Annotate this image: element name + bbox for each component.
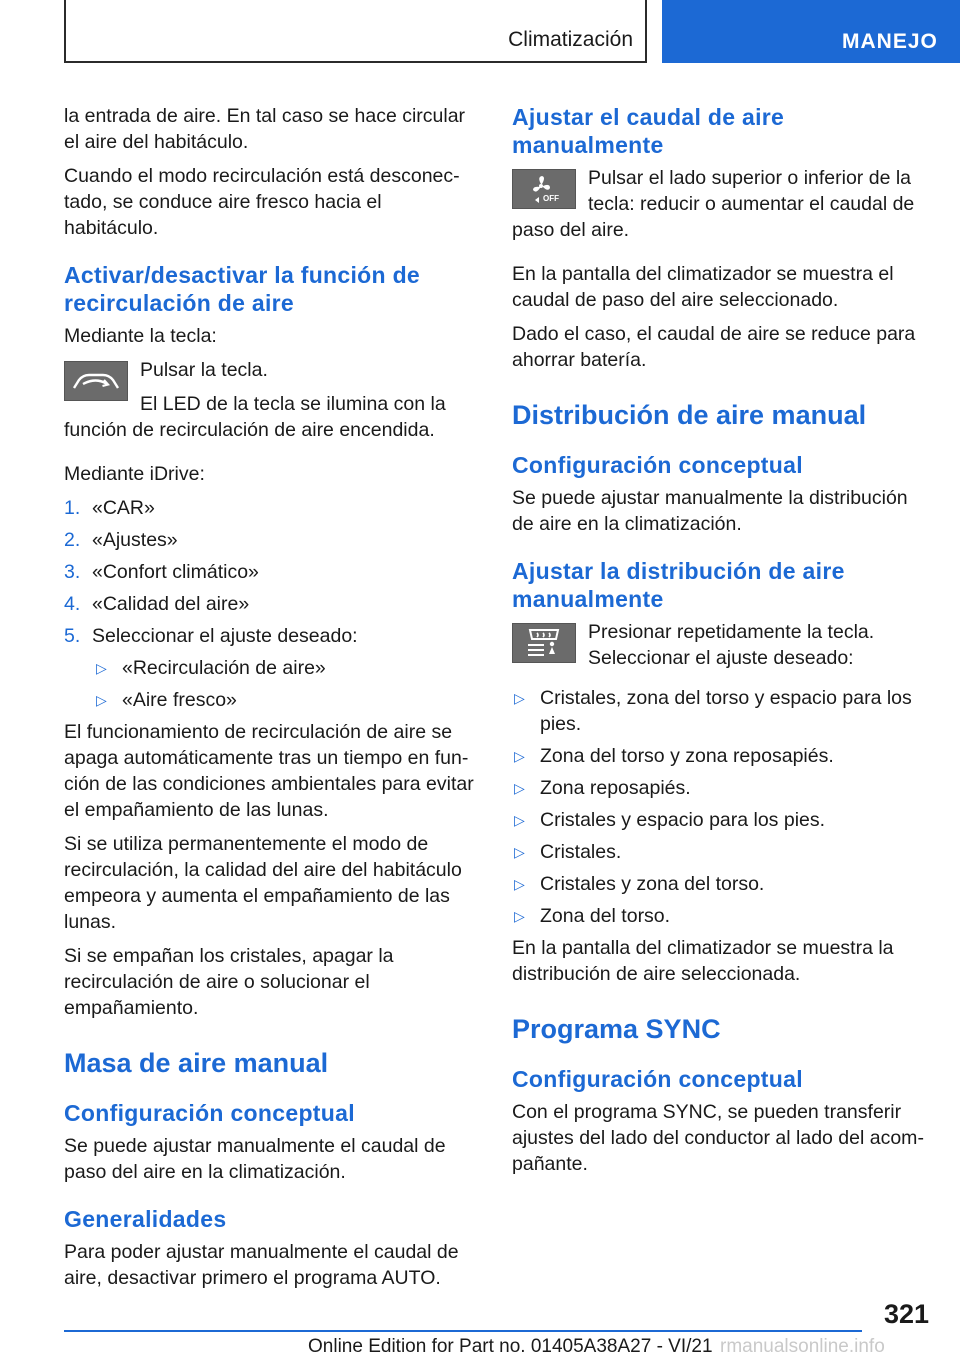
triangle-bullet-icon: ▷ (514, 876, 525, 892)
list-item (64, 591, 474, 617)
fan-key-block (512, 165, 930, 243)
paragraph: Mediante iDrive: (64, 463, 205, 485)
option-text: Cristales y zona del torso. (540, 873, 765, 895)
list-item (512, 743, 930, 769)
step-number: 2. (64, 529, 81, 551)
paragraph: Si se empañan los cristales, apagar la recirculación de aire o solucionar el empañamiento. (64, 945, 394, 1019)
triangle-bullet-icon: ▷ (514, 908, 525, 924)
paragraph: Si se utiliza permanentemente el modo de recirculación, la calidad del aire del habitáculo empeora y aumenta el empañamiento de las lunas. (64, 833, 462, 933)
idrive-steps (64, 495, 474, 649)
list-item (64, 623, 474, 649)
step-text: «CAR» (92, 497, 155, 519)
list-item (512, 903, 930, 929)
heading-concept: Configuración conceptual (64, 1100, 355, 1126)
paragraph: Se puede ajustar manualmente el caudal de paso del aire en la climatización. (64, 1135, 446, 1183)
option-text: Cristales y espacio para los pies. (540, 809, 826, 831)
option-text: Cristales, zona del torso y espacio para los pies. (540, 687, 912, 735)
list-item (512, 685, 930, 737)
step-text: Seleccionar el ajuste deseado: (92, 625, 358, 647)
step-number: 4. (64, 593, 81, 615)
triangle-bullet-icon: ▷ (96, 660, 107, 676)
recirculation-step: Pulsar la tecla. (140, 359, 268, 381)
heading-concept: Configuración conceptual (512, 1066, 803, 1092)
section-title: Climatización (508, 28, 633, 51)
car-recirculation-icon (64, 361, 128, 401)
recirculation-key-block (64, 357, 474, 443)
heading-recirculation: Activar/desactivar la función de recirculación de aire (64, 262, 421, 316)
paragraph: Para poder ajustar manualmente el caudal de aire, desactivar primero el programa AUTO. (64, 1241, 459, 1289)
list-item (64, 527, 474, 553)
recirculation-led-note: El LED de la tecla se ilumina con la función de recirculación de aire encendida. (64, 393, 446, 441)
triangle-bullet-icon: ▷ (514, 844, 525, 860)
option-text: Zona reposapiés. (540, 777, 691, 799)
step-number: 1. (64, 497, 81, 519)
list-item (512, 871, 930, 897)
fan-key-text: Pulsar el lado superior o inferior de la tecla: reducir o aumentar el caudal de paso del aire. (512, 167, 915, 241)
option-text: «Recirculación de aire» (122, 657, 326, 679)
triangle-bullet-icon: ▷ (514, 780, 525, 796)
step-number: 5. (64, 625, 81, 647)
watermark: rmanualsonline.info (720, 1336, 885, 1357)
paragraph: Mediante la tecla: (64, 325, 217, 347)
footer-edition: Online Edition for Part no. 01405A38A27 - VI/21 (308, 1336, 713, 1357)
distribution-options (512, 685, 930, 929)
triangle-bullet-icon: ▷ (514, 748, 525, 764)
step-text: «Calidad del aire» (92, 593, 250, 615)
heading-manual-air-mass: Masa de aire manual (64, 1048, 329, 1078)
recirculation-options (64, 655, 474, 713)
step-number: 3. (64, 561, 81, 583)
svg-text:OFF: OFF (543, 194, 559, 203)
list-item (512, 807, 930, 833)
triangle-bullet-icon: ▷ (514, 812, 525, 828)
step-text: «Confort climático» (92, 561, 259, 583)
distribution-key-block (512, 619, 930, 671)
right-column (512, 103, 930, 1185)
option-text: Zona del torso. (540, 905, 671, 927)
list-item (512, 839, 930, 865)
page-number: 321 (884, 1299, 930, 1329)
option-text: Cristales. (540, 841, 622, 863)
footer-divider (64, 1330, 862, 1332)
heading-air-distribution: Distribución de aire manual (512, 400, 867, 430)
paragraph: En la pantalla del climatizador se muestra el caudal de paso del aire seleccionado. (512, 263, 894, 311)
paragraph: Con el programa SYNC, se pueden transferir ajustes del lado del conductor al lado del acompañante. (512, 1101, 924, 1175)
heading-adjust-distribution: Ajustar la distribución de aire manualmente (512, 558, 845, 612)
list-item (64, 495, 474, 521)
paragraph: Cuando el modo recirculación está desconectado, se conduce aire fresco hacia el habitáculo. (64, 165, 460, 239)
list-item (64, 687, 474, 713)
list-item (64, 559, 474, 585)
air-distribution-icon (512, 623, 576, 663)
distribution-key-text: Presionar repetidamente la tecla. Seleccionar el ajuste deseado: (588, 621, 875, 669)
paragraph: Dado el caso, el caudal de aire se reduce para ahorrar batería. (512, 323, 916, 371)
heading-general: Generalidades (64, 1206, 227, 1232)
chapter-tab[interactable]: MANEJO (662, 0, 960, 63)
list-item (512, 775, 930, 801)
option-text: Zona del torso y zona reposapiés. (540, 745, 834, 767)
paragraph: Se puede ajustar manualmente la distribución de aire en la climatización. (512, 487, 908, 535)
header-box (64, 0, 647, 63)
fan-off-icon (512, 169, 576, 209)
triangle-bullet-icon: ▷ (96, 692, 107, 708)
step-text: «Ajustes» (92, 529, 178, 551)
list-item (64, 655, 474, 681)
triangle-bullet-icon: ▷ (514, 690, 525, 706)
heading-airflow: Ajustar el caudal de aire manualmente (512, 104, 785, 158)
paragraph: la entrada de aire. En tal caso se hace circular el aire del habitáculo. (64, 105, 466, 153)
heading-sync-program: Programa SYNC (512, 1014, 721, 1044)
option-text: «Aire fresco» (122, 689, 237, 711)
paragraph: En la pantalla del climatizador se muestra la distribución de aire seleccionada. (512, 937, 894, 985)
heading-concept: Configuración conceptual (512, 452, 803, 478)
left-column (64, 103, 474, 1299)
paragraph: El funcionamiento de recirculación de aire se apaga automáticamente tras un tiempo en función de las condiciones ambientales para evitar el empañamiento de las lunas. (64, 721, 474, 821)
